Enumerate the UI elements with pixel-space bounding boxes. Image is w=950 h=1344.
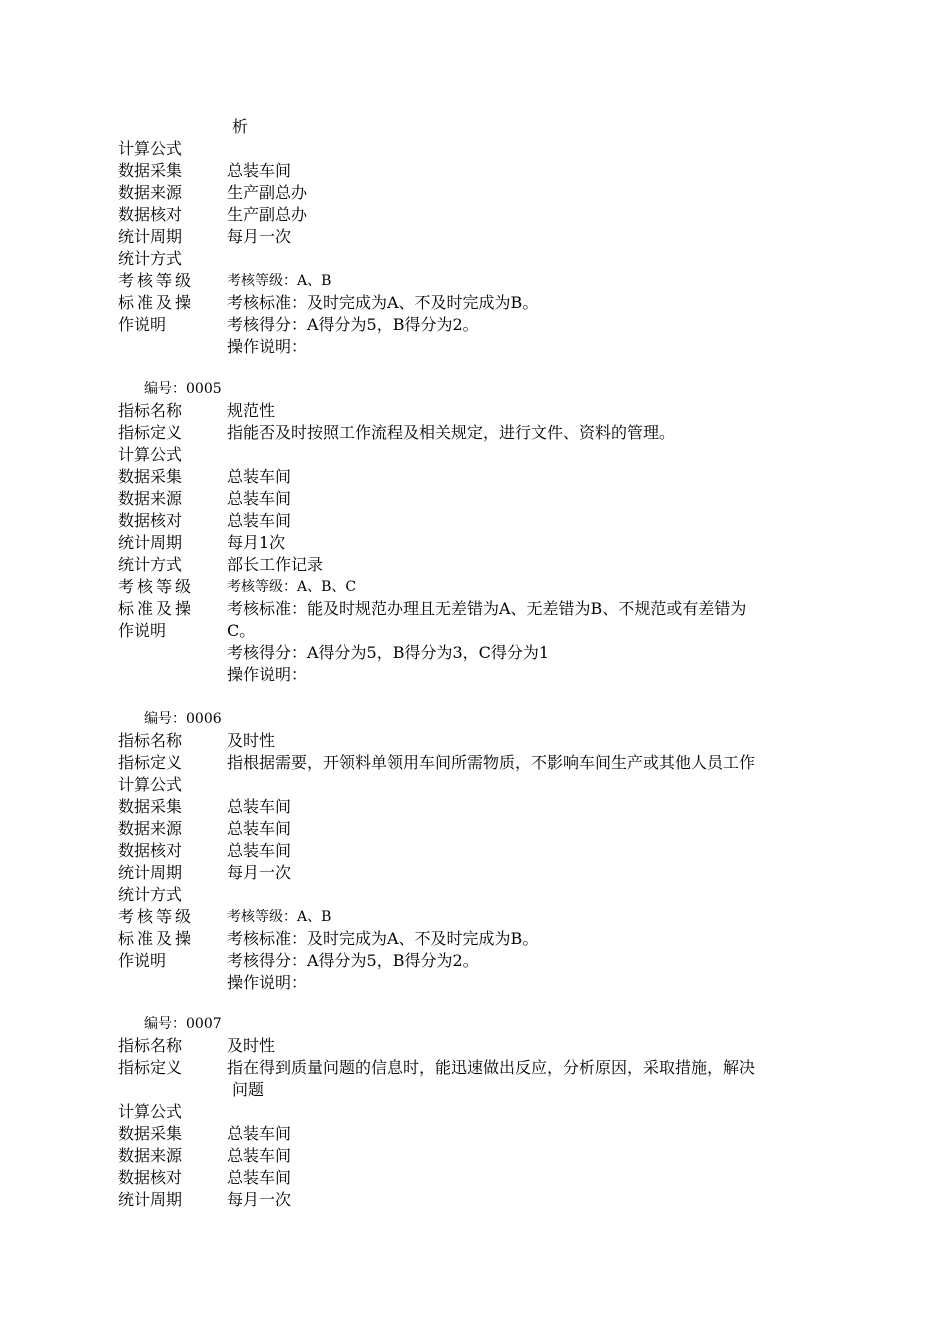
assess-row bbox=[118, 314, 868, 336]
field-row bbox=[118, 1101, 868, 1123]
field-value: 总装车间 bbox=[227, 1146, 292, 1165]
field-value: 总装车间 bbox=[227, 819, 292, 838]
field-label: 指标名称 bbox=[118, 731, 183, 750]
item-number: 编号：0006 bbox=[144, 711, 222, 727]
assess-row bbox=[118, 906, 868, 928]
field-row bbox=[118, 160, 868, 182]
field-label: 统计周期 bbox=[118, 533, 183, 552]
assess-row bbox=[118, 928, 868, 950]
section-continued bbox=[118, 116, 868, 358]
field-label: 统计方式 bbox=[118, 555, 183, 574]
field-row bbox=[118, 884, 868, 906]
assess-grade: 考核等级：A、B、C bbox=[227, 579, 357, 595]
field-value: 总装车间 bbox=[227, 489, 292, 508]
field-value: 总装车间 bbox=[227, 797, 292, 816]
field-value: 及时性 bbox=[227, 731, 276, 750]
field-value: 指在得到质量问题的信息时，能迅速做出反应，分析原因，采取措施，解决 bbox=[227, 1058, 756, 1077]
field-value: 总装车间 bbox=[227, 467, 292, 486]
field-row bbox=[118, 1167, 868, 1189]
field-label: 指标定义 bbox=[118, 1058, 183, 1077]
assess-row bbox=[118, 270, 868, 292]
field-value: 生产副总办 bbox=[227, 183, 308, 202]
field-row bbox=[118, 818, 868, 840]
field-value-cont: 问题 bbox=[232, 1080, 265, 1099]
field-value: 生产副总办 bbox=[227, 205, 308, 224]
field-value: 总装车间 bbox=[227, 1168, 292, 1187]
section-0006 bbox=[118, 708, 868, 994]
assess-standard: 考核标准：及时完成为A、不及时完成为B。 bbox=[227, 929, 539, 948]
continuation-text: 析 bbox=[232, 117, 249, 136]
field-value: 总装车间 bbox=[227, 161, 292, 180]
field-value bbox=[227, 248, 868, 270]
field-label: 数据来源 bbox=[118, 1146, 183, 1165]
field-row bbox=[118, 1123, 868, 1145]
field-value: 总装车间 bbox=[227, 1124, 292, 1143]
field-label: 统计方式 bbox=[118, 249, 183, 268]
field-label: 指标定义 bbox=[118, 423, 183, 442]
assess-label-1: 考核等级 bbox=[118, 907, 195, 926]
field-label: 数据采集 bbox=[118, 467, 183, 486]
field-row bbox=[118, 1189, 868, 1211]
field-row bbox=[118, 554, 868, 576]
field-label: 数据核对 bbox=[118, 1168, 183, 1187]
field-row bbox=[118, 444, 868, 466]
field-value bbox=[227, 774, 868, 796]
item-number: 编号：0007 bbox=[144, 1016, 222, 1032]
assess-row bbox=[118, 642, 868, 664]
field-value bbox=[227, 884, 868, 906]
continuation-line bbox=[118, 116, 868, 138]
field-label: 统计方式 bbox=[118, 885, 183, 904]
field-row bbox=[118, 840, 868, 862]
field-value bbox=[227, 444, 868, 466]
assess-label-3: 作说明 bbox=[118, 315, 167, 334]
assess-op: 操作说明： bbox=[227, 973, 308, 992]
field-label: 数据采集 bbox=[118, 161, 183, 180]
field-row bbox=[118, 532, 868, 554]
field-value: 总装车间 bbox=[227, 841, 292, 860]
assess-standard: 考核标准：及时完成为A、不及时完成为B。 bbox=[227, 293, 539, 312]
field-value: 指能否及时按照工作流程及相关规定，进行文件、资料的管理。 bbox=[227, 423, 676, 442]
field-label: 数据来源 bbox=[118, 489, 183, 508]
field-row bbox=[118, 752, 868, 774]
field-row bbox=[118, 248, 868, 270]
field-label: 指标定义 bbox=[118, 753, 183, 772]
field-label: 指标名称 bbox=[118, 401, 183, 420]
assess-standard: 考核标准：能及时规范办理且无差错为A、无差错为B、不规范或有差错为 bbox=[227, 599, 747, 618]
section-0005 bbox=[118, 378, 868, 686]
field-label: 数据来源 bbox=[118, 183, 183, 202]
assess-label-1: 考核等级 bbox=[118, 271, 195, 290]
field-row bbox=[118, 510, 868, 532]
field-row bbox=[118, 138, 868, 160]
assess-label-2: 标准及操 bbox=[118, 929, 195, 948]
field-label: 计算公式 bbox=[118, 1102, 183, 1121]
assess-row bbox=[118, 972, 868, 994]
field-value: 规范性 bbox=[227, 401, 276, 420]
field-label: 数据核对 bbox=[118, 511, 183, 530]
assess-row bbox=[118, 576, 868, 598]
field-label: 计算公式 bbox=[118, 775, 183, 794]
field-label: 统计周期 bbox=[118, 227, 183, 246]
field-value: 每月一次 bbox=[227, 1190, 292, 1209]
field-value bbox=[227, 1101, 868, 1123]
assess-row bbox=[118, 664, 868, 686]
field-row bbox=[118, 226, 868, 248]
field-label: 数据采集 bbox=[118, 797, 183, 816]
field-row bbox=[118, 796, 868, 818]
field-value: 每月1次 bbox=[227, 533, 286, 552]
assess-row bbox=[118, 598, 868, 620]
field-label: 指标名称 bbox=[118, 1036, 183, 1055]
field-row bbox=[118, 466, 868, 488]
field-row bbox=[118, 1057, 868, 1079]
assess-standard-cont: C。 bbox=[227, 621, 256, 640]
field-row bbox=[118, 422, 868, 444]
assess-score: 考核得分：A得分为5，B得分为2。 bbox=[227, 315, 479, 334]
field-label: 统计周期 bbox=[118, 863, 183, 882]
assess-row bbox=[118, 950, 868, 972]
field-value: 总装车间 bbox=[227, 511, 292, 530]
field-value bbox=[227, 138, 868, 160]
assess-label-3: 作说明 bbox=[118, 951, 167, 970]
field-value: 部长工作记录 bbox=[227, 555, 324, 574]
field-row bbox=[118, 400, 868, 422]
field-row bbox=[118, 730, 868, 752]
field-row bbox=[118, 1145, 868, 1167]
field-label: 数据核对 bbox=[118, 205, 183, 224]
assess-grade: 考核等级：A、B bbox=[227, 273, 332, 289]
assess-label-2: 标准及操 bbox=[118, 599, 195, 618]
field-label: 计算公式 bbox=[118, 139, 183, 158]
assess-row bbox=[118, 292, 868, 314]
field-label: 计算公式 bbox=[118, 445, 183, 464]
assess-op: 操作说明： bbox=[227, 337, 308, 356]
assess-grade: 考核等级：A、B bbox=[227, 909, 332, 925]
assess-score: 考核得分：A得分为5，B得分为2。 bbox=[227, 951, 479, 970]
assess-label-1: 考核等级 bbox=[118, 577, 195, 596]
field-row-cont bbox=[118, 1079, 868, 1101]
field-label: 统计周期 bbox=[118, 1190, 183, 1209]
field-row bbox=[118, 1035, 868, 1057]
field-row bbox=[118, 488, 868, 510]
field-value: 及时性 bbox=[227, 1036, 276, 1055]
field-row bbox=[118, 204, 868, 226]
assess-row bbox=[118, 336, 868, 358]
item-number: 编号：0005 bbox=[144, 381, 222, 397]
field-label: 数据采集 bbox=[118, 1124, 183, 1143]
field-value: 每月一次 bbox=[227, 227, 292, 246]
field-row bbox=[118, 862, 868, 884]
assess-label-2: 标准及操 bbox=[118, 293, 195, 312]
field-row bbox=[118, 182, 868, 204]
assess-label-3: 作说明 bbox=[118, 621, 167, 640]
assess-op: 操作说明： bbox=[227, 665, 308, 684]
field-label: 数据来源 bbox=[118, 819, 183, 838]
section-0007 bbox=[118, 1013, 868, 1211]
field-row bbox=[118, 774, 868, 796]
assess-row bbox=[118, 620, 868, 642]
assess-score: 考核得分：A得分为5，B得分为3，C得分为1 bbox=[227, 643, 550, 662]
field-value: 每月一次 bbox=[227, 863, 292, 882]
field-value: 指根据需要，开领料单领用车间所需物质，不影响车间生产或其他人员工作 bbox=[227, 753, 756, 772]
field-label: 数据核对 bbox=[118, 841, 183, 860]
